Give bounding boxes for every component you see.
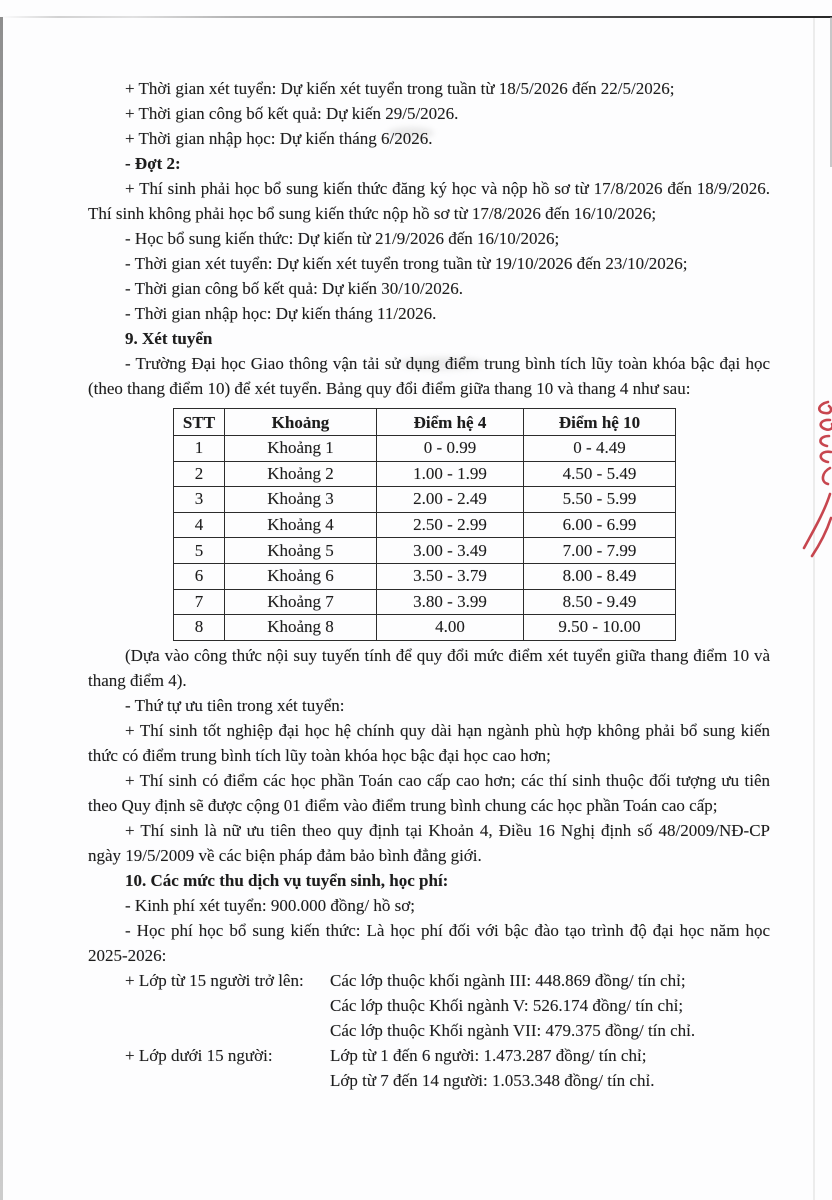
paragraph-priority-1: + Thí sinh tốt nghiệp đại học hệ chính quy dài hạn ngành phù hợp không phải bổ sung kiến thức có điểm trung bình tích lũy toàn khóa học bậc đại học cao hơn;	[88, 720, 770, 765]
cell: 4.00	[377, 615, 524, 641]
cell: Khoảng 2	[225, 461, 377, 487]
fee-line-block-v: Các lớp thuộc Khối ngành V: 526.174 đồng/ tín chỉ;	[330, 995, 684, 1015]
cell: 6.00 - 6.99	[524, 512, 676, 538]
line-round1-review-time: + Thời gian xét tuyển: Dự kiến xét tuyển trong tuần từ 18/5/2026 đến 22/5/2026;	[125, 79, 675, 98]
table-row	[174, 512, 676, 538]
cell: 2	[174, 461, 225, 487]
line-round2-supplement-study: - Học bổ sung kiến thức: Dự kiến từ 21/9/2026 đến 16/10/2026;	[125, 229, 560, 248]
scan-right-paper-edge	[813, 18, 815, 1200]
heading-section-9-admission: 9. Xét tuyển	[125, 329, 213, 348]
cell: 0 - 4.49	[524, 436, 676, 462]
cell: 4.50 - 5.49	[524, 461, 676, 487]
line-application-fee: - Kinh phí xét tuyển: 900.000 đồng/ hồ sơ;	[125, 895, 415, 915]
fee-line-1-to-6: Lớp từ 1 đến 6 người: 1.473.287 đồng/ tín chỉ;	[330, 1045, 647, 1065]
col-header-stt: STT	[174, 409, 225, 436]
line-round2-review-time: - Thời gian xét tuyển: Dự kiến xét tuyển trong tuần từ 19/10/2026 đến 23/10/2026;	[125, 254, 688, 273]
cell: 7	[174, 589, 225, 615]
heading-round2: - Đợt 2:	[125, 154, 181, 173]
fee-line-7-to-14: Lớp từ 7 đến 14 người: 1.053.348 đồng/ tín chỉ.	[330, 1070, 655, 1090]
score-conversion-table	[173, 408, 676, 641]
cell: Khoảng 7	[225, 589, 377, 615]
cell: 5	[174, 538, 225, 564]
cell: Khoảng 6	[225, 563, 377, 589]
paragraph-priority-2: + Thí sinh có điểm các học phần Toán cao cấp cao hơn; các thí sinh thuộc đối tượng ưu tiên theo Quy định sẽ được cộng 01 điểm vào điểm trung bình chung các học phần Toán cao cấp;	[88, 770, 770, 815]
paragraph-priority-3: + Thí sinh là nữ ưu tiên theo quy định tại Khoản 4, Điều 16 Nghị định số 48/2009/NĐ-CP ngày 19/5/2009 về các biện pháp đảm bảo bình đẳng giới.	[88, 820, 770, 865]
line-round1-result-time: + Thời gian công bố kết quả: Dự kiến 29/5/2026.	[125, 104, 459, 123]
line-round2-result-time: - Thời gian công bố kết quả: Dự kiến 30/10/2026.	[125, 279, 464, 298]
fee-group-values	[330, 1043, 770, 1093]
paragraph-gpa-conversion-intro: - Trường Đại học Giao thông vận tải sử dụng điểm trung bình tích lũy toàn khóa bậc đại học (theo thang điểm 10) để xét tuyển. Bảng quy đổi điểm giữa thang 10 và thang 4 như sau:	[88, 354, 770, 398]
cell: 6	[174, 563, 225, 589]
paragraph-interpolation-note: (Dựa vào công thức nội suy tuyến tính để quy đổi mức điểm xét tuyển giữa thang điểm 10 và thang điểm 4).	[88, 645, 770, 690]
col-header-scale10: Điểm hệ 10	[524, 409, 676, 436]
scan-top-edge-line	[0, 16, 832, 18]
table-row	[174, 615, 676, 641]
table-header-row	[174, 409, 676, 436]
fee-line-block-vii: Các lớp thuộc Khối ngành VII: 479.375 đồng/ tín chỉ.	[330, 1020, 696, 1040]
fee-group-label: + Lớp dưới 15 người:	[125, 1045, 273, 1065]
table-row	[174, 589, 676, 615]
score-conversion-table-wrap	[173, 408, 770, 641]
cell: 3.50 - 3.79	[377, 563, 524, 589]
cell: Khoảng 4	[225, 512, 377, 538]
fee-group-label: + Lớp từ 15 người trở lên:	[125, 970, 304, 990]
cell: Khoảng 5	[225, 538, 377, 564]
col-header-scale4: Điểm hệ 4	[377, 409, 524, 436]
document-content	[88, 76, 770, 1093]
line-round1-enroll-time: + Thời gian nhập học: Dự kiến tháng 6/2026.	[125, 129, 433, 148]
scan-left-edge-shadow	[0, 17, 3, 1200]
cell: Khoảng 8	[225, 615, 377, 641]
cell: 1	[174, 436, 225, 462]
line-priority-order: - Thứ tự ưu tiên trong xét tuyển:	[125, 695, 345, 715]
cell: 1.00 - 1.99	[377, 461, 524, 487]
fee-group-under-15	[88, 1043, 770, 1093]
heading-section-10-fees: 10. Các mức thu dịch vụ tuyển sinh, học phí:	[125, 870, 449, 890]
cell: 5.50 - 5.99	[524, 487, 676, 513]
fee-group-values	[330, 968, 770, 1043]
cell: 8.50 - 9.49	[524, 589, 676, 615]
cell: 3.00 - 3.49	[377, 538, 524, 564]
cell: 4	[174, 512, 225, 538]
table-row	[174, 538, 676, 564]
cell: 2.00 - 2.49	[377, 487, 524, 513]
cell: 7.00 - 7.99	[524, 538, 676, 564]
cell: Khoảng 3	[225, 487, 377, 513]
table-row	[174, 461, 676, 487]
cell: 3.80 - 3.99	[377, 589, 524, 615]
cell: 0 - 0.99	[377, 436, 524, 462]
line-round2-enroll-time: - Thời gian nhập học: Dự kiến tháng 11/2026.	[125, 304, 437, 323]
cell: 2.50 - 2.99	[377, 512, 524, 538]
paragraph-round2-registration: + Thí sinh phải học bổ sung kiến thức đăng ký học và nộp hồ sơ từ 17/8/2026 đến 18/9/2026. Thí sinh không phải học bổ sung kiến thức nộp hồ sơ từ 17/8/2026 đến 16/10/2026;	[88, 179, 770, 223]
col-header-range: Khoảng	[225, 409, 377, 436]
margin-handwriting-red	[794, 398, 832, 563]
table-row	[174, 436, 676, 462]
cell: 8.00 - 8.49	[524, 563, 676, 589]
fee-line-block-iii: Các lớp thuộc khối ngành III: 448.869 đồng/ tín chỉ;	[330, 970, 686, 990]
table-row	[174, 487, 676, 513]
cell: 8	[174, 615, 225, 641]
fee-group-15-or-more	[88, 968, 770, 1043]
cell: 3	[174, 487, 225, 513]
cell: 9.50 - 10.00	[524, 615, 676, 641]
paragraph-tuition-intro: - Học phí học bổ sung kiến thức: Là học phí đối với bậc đào tạo trình độ đại học năm học 2025-2026:	[88, 920, 770, 965]
table-row	[174, 563, 676, 589]
cell: Khoảng 1	[225, 436, 377, 462]
